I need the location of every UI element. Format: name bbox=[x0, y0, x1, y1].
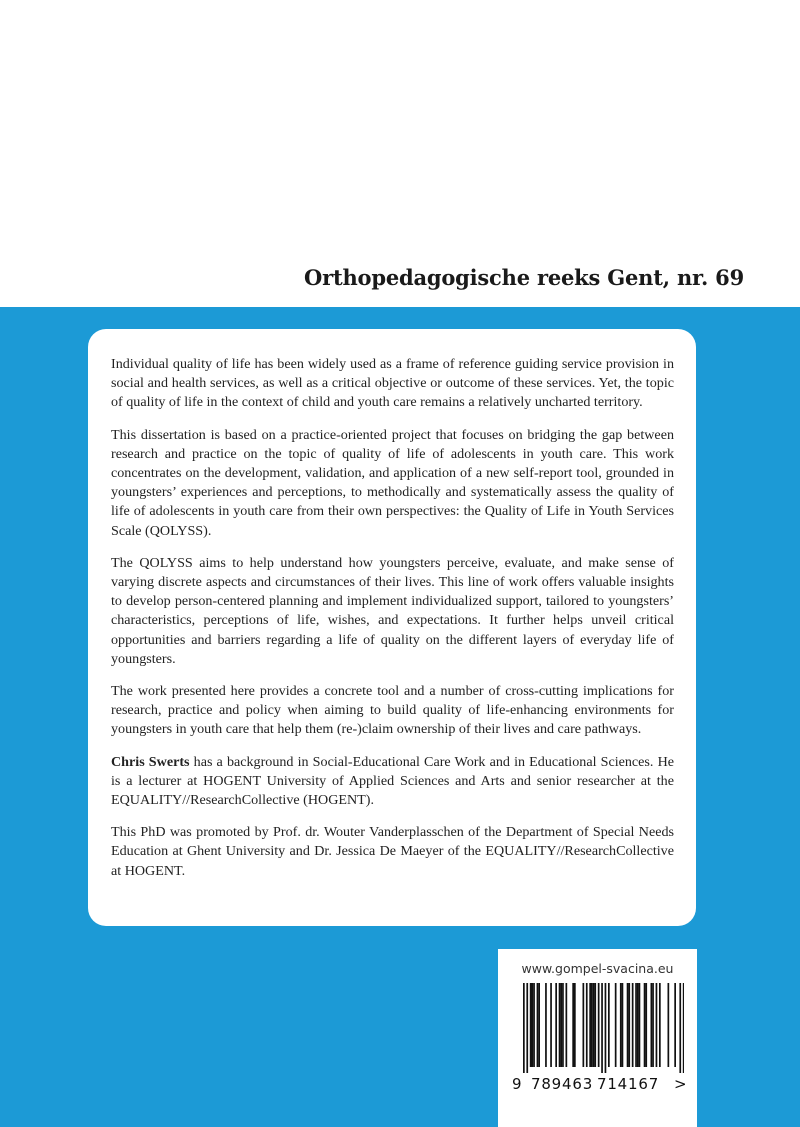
barcode-bar bbox=[523, 983, 525, 1073]
barcode-bar bbox=[555, 983, 557, 1067]
author-bio: has a background in Social-Educational Care Work and in Educational Sciences. He is a lecturer at HOGENT University of Applied Sciences and Arts and senior researcher at the EQUALITY//ResearchCollective (HOGENT). bbox=[111, 753, 675, 809]
barcode-bar bbox=[627, 983, 629, 1067]
barcode-bar bbox=[659, 983, 661, 1067]
publisher-website: www.gompel-svacina.eu bbox=[521, 961, 674, 976]
barcode-bar bbox=[679, 983, 681, 1073]
barcode-bar bbox=[635, 983, 637, 1067]
barcode-bar bbox=[562, 983, 564, 1067]
barcode-bar bbox=[560, 983, 562, 1067]
barcode-bar bbox=[668, 983, 670, 1067]
barcode-bar bbox=[615, 983, 617, 1067]
barcode-bar bbox=[566, 983, 568, 1067]
author-paragraph bbox=[111, 753, 674, 811]
barcode-bar bbox=[526, 983, 528, 1073]
barcode-bar bbox=[589, 983, 591, 1067]
barcode-bar bbox=[586, 983, 588, 1067]
isbn-barcode bbox=[512, 983, 684, 1073]
barcode-bar bbox=[608, 983, 610, 1067]
barcode-bar bbox=[601, 983, 603, 1073]
blurb-paragraph-3: The QOLYSS aims to help understand how youngsters perceive, evaluate, and make sense of varying discrete aspects and circumstances of their lives. This line of work offers valuable insights to develop person-centered planning and implement individualized support, tailored to youngsters’ characteristics, perceptions of life, wishes, and expectations. It further helps unveil critical opportunities and barriers regarding a life of quality on the different layers of everyday life of youngsters. bbox=[111, 554, 674, 667]
barcode-bar bbox=[594, 983, 596, 1067]
isbn-left-group: 789463 bbox=[531, 1075, 594, 1093]
barcode-bar bbox=[533, 983, 535, 1067]
barcode-bar bbox=[605, 983, 607, 1073]
barcode-bar bbox=[639, 983, 641, 1067]
isbn-quiet-zone-marker: > bbox=[674, 1075, 687, 1093]
barcode-bar bbox=[593, 983, 595, 1067]
barcode-bar bbox=[591, 983, 593, 1067]
barcode-bar bbox=[574, 983, 576, 1067]
barcode-bar bbox=[530, 983, 532, 1067]
blurb-card bbox=[88, 329, 696, 926]
barcode-bar bbox=[632, 983, 634, 1067]
author-name: Chris Swerts bbox=[111, 753, 190, 770]
barcode-bar bbox=[550, 983, 552, 1067]
barcode-bar bbox=[674, 983, 676, 1067]
barcode-bar bbox=[622, 983, 624, 1067]
barcode-bar bbox=[572, 983, 574, 1067]
barcode-bar bbox=[532, 983, 534, 1067]
barcode-bar bbox=[559, 983, 561, 1067]
barcode-bar bbox=[583, 983, 585, 1067]
promoter-paragraph: This PhD was promoted by Prof. dr. Wouter Vanderplasschen of the Department of Special Needs Education at Ghent University and Dr. Jessica De Maeyer of the EQUALITY//ResearchCollective at HOGENT. bbox=[111, 824, 674, 879]
barcode-panel bbox=[498, 949, 697, 1127]
barcode-bar bbox=[644, 983, 646, 1067]
blurb-paragraph-1: Individual quality of life has been widely used as a frame of reference guiding service provision in social and health services, as well as a critical objective or outcome of these services. Yet, the topic of quality of life in the context of child and youth care remains a relatively uncharted territory. bbox=[111, 356, 674, 411]
barcode-bar bbox=[637, 983, 639, 1067]
barcode-bar bbox=[598, 983, 600, 1067]
barcode-bar bbox=[538, 983, 540, 1067]
barcode-bar bbox=[628, 983, 630, 1067]
blurb-paragraph-4: The work presented here provides a concrete tool and a number of cross-cutting implications for research, practice and policy when aiming to build quality of life-enhancing environments for youngsters in youth care that help them (re-)claim ownership of their lives and care pathways. bbox=[111, 683, 674, 738]
barcode-bar bbox=[537, 983, 539, 1067]
barcode-bar bbox=[651, 983, 653, 1067]
series-title: Orthopedagogische reeks Gent, nr. 69 bbox=[304, 265, 744, 290]
barcode-bar bbox=[545, 983, 547, 1067]
barcode-bar bbox=[683, 983, 684, 1073]
barcode-bar bbox=[645, 983, 647, 1067]
barcode-bar bbox=[652, 983, 654, 1067]
blurb-paragraph-2: This dissertation is based on a practice-oriented project that focuses on bridging the gap between research and practice on the topic of quality of life of adolescents in youth care. This work concentrates on the development, validation, and application of a new self-report tool, grounded in youngsters’ experiences and perceptions, to methodically and systematically assess the quality of life of adolescents in youth care from their own perspectives: the Quality of Life in Youth Services Scale (QOLYSS). bbox=[111, 426, 674, 539]
barcode-bar bbox=[656, 983, 658, 1067]
isbn-first-digit: 9 bbox=[512, 1075, 522, 1093]
barcode-bar bbox=[620, 983, 622, 1067]
isbn-right-group: 714167 bbox=[597, 1075, 660, 1093]
